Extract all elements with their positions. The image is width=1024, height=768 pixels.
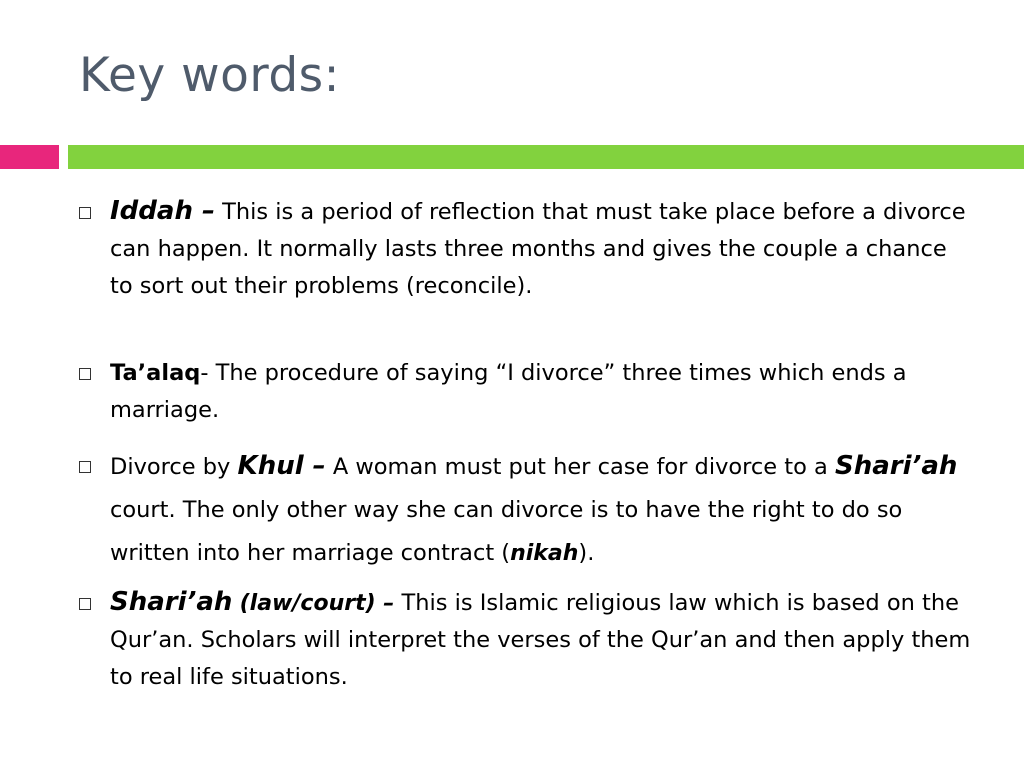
square-bullet-icon — [79, 461, 91, 473]
key-words-list — [72, 193, 972, 696]
definition-khul-part1: A woman must put her case for divorce to a — [332, 454, 828, 480]
square-bullet-icon — [79, 207, 91, 219]
prefix-khul: Divorce by — [110, 454, 231, 480]
list-item-shariah — [72, 584, 972, 696]
definition-khul-part3: ). — [578, 540, 595, 566]
term-khul: Khul – — [237, 451, 326, 481]
list-item-khul — [72, 445, 972, 574]
term-nikah: nikah — [510, 541, 579, 566]
term-taalaq: Ta’alaq — [110, 360, 201, 386]
definition-shariah: This is Islamic religious law which is based on the Qur’an. Scholars will interpret the verses of the Qur’an and then apply them to real life situations. — [110, 590, 971, 690]
accent-bar-pink — [0, 145, 59, 169]
definition-taalaq: - The procedure of saying “I divorce” three times which ends a marriage. — [110, 360, 907, 423]
term-shariah-inline: Shari’ah — [834, 451, 958, 481]
term-iddah: Iddah – — [110, 196, 216, 226]
list-item-taalaq — [72, 355, 972, 429]
square-bullet-icon — [79, 368, 91, 380]
definition-khul-part2: court. The only other way she can divorce is to have the right to do so written into her marriage contract ( — [110, 497, 903, 566]
accent-bar-green — [68, 145, 1024, 169]
list-item-iddah — [72, 193, 972, 341]
term-shariah: Shari’ah — [110, 587, 233, 617]
term-shariah-extra: (law/court) – — [239, 591, 395, 616]
square-bullet-icon — [79, 598, 91, 610]
slide-title: Key words: — [79, 48, 340, 103]
definition-iddah: This is a period of reflection that must take place before a divorce can happen. It normally lasts three months and gives the couple a chance to sort out their problems (reconcile). — [110, 199, 966, 299]
